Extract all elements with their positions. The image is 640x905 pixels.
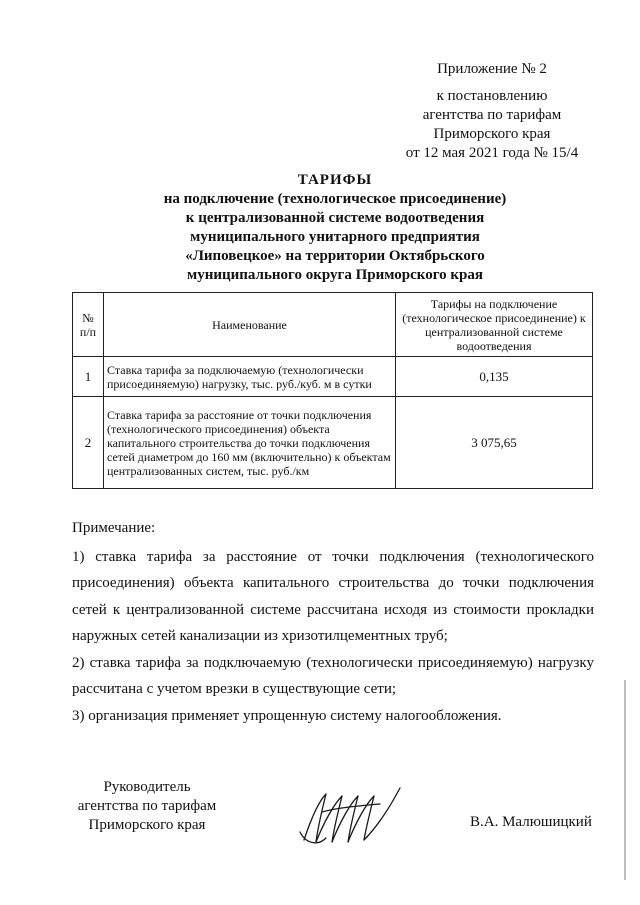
header-rate: Тарифы на подключение (технологическое присоединение) к централизованной системе водоотведения <box>396 293 593 357</box>
signer-name: В.А. Малюшицкий <box>470 814 592 830</box>
tariffs-table <box>72 292 593 489</box>
notes-label: Примечание: <box>72 520 156 536</box>
title-line: к централизованной системе водоотведения <box>185 210 485 226</box>
title-main: ТАРИФЫ <box>297 172 373 188</box>
title-line: муниципального унитарного предприятия <box>190 229 480 245</box>
appendix-line: Приморского края <box>433 126 551 142</box>
row-name: Ставка тарифа за расстояние от точки подключения (технологического присоединения) объекта капитального строительства до точки подключения сетей диаметром до 160 мм (включительно) к объектам централизованных систем, тыс. руб./км <box>104 397 396 489</box>
note-item: 2) ставка тарифа за подключаемую (технологически присоединяемую) нагрузку рассчитана с учетом врезки в существующие сети; <box>72 654 594 697</box>
table-header-row <box>73 293 593 357</box>
handwritten-signature-icon <box>296 782 406 852</box>
appendix-block <box>392 60 592 163</box>
header-name: Наименование <box>104 293 396 357</box>
row-rate: 3 075,65 <box>396 397 593 489</box>
notes-block <box>72 515 594 729</box>
appendix-number: Приложение № 2 <box>437 61 547 77</box>
title-line: «Липовецкое» на территории Октябрьского <box>185 248 485 264</box>
title-line: муниципального округа Приморского края <box>187 267 483 283</box>
appendix-line: к постановлению <box>436 88 548 104</box>
appendix-line: агентства по тарифам <box>422 107 562 123</box>
note-item: 3) организация применяет упрощенную систему налогообложения. <box>72 707 502 724</box>
row-name: Ставка тарифа за подключаемую (технологически присоединяемую) нагрузку, тыс. руб./куб. м в сутки <box>104 357 396 397</box>
row-num: 2 <box>73 397 104 489</box>
signer-title-line: агентства по тарифам <box>77 798 217 814</box>
row-rate: 0,135 <box>396 357 593 397</box>
title-line: на подключение (технологическое присоединение) <box>163 191 507 207</box>
note-item: 1) ставка тарифа за расстояние от точки подключения (технологического присоединения) объекта капитального строительства до точки подключения сетей к централизованной системе рассчитана исходя из стоимости прокладки наружных сетей канализации из хризотилцементных труб; <box>72 548 594 644</box>
signer-title <box>72 778 222 835</box>
table-row <box>73 357 593 397</box>
scan-edge-line <box>624 680 626 880</box>
appendix-line: от 12 мая 2021 года № 15/4 <box>405 145 579 161</box>
signer-title-line: Приморского края <box>88 817 206 833</box>
table-row <box>73 397 593 489</box>
document-title <box>60 171 610 285</box>
header-num: № п/п <box>73 293 104 357</box>
signer-title-line: Руководитель <box>103 779 191 795</box>
row-num: 1 <box>73 357 104 397</box>
